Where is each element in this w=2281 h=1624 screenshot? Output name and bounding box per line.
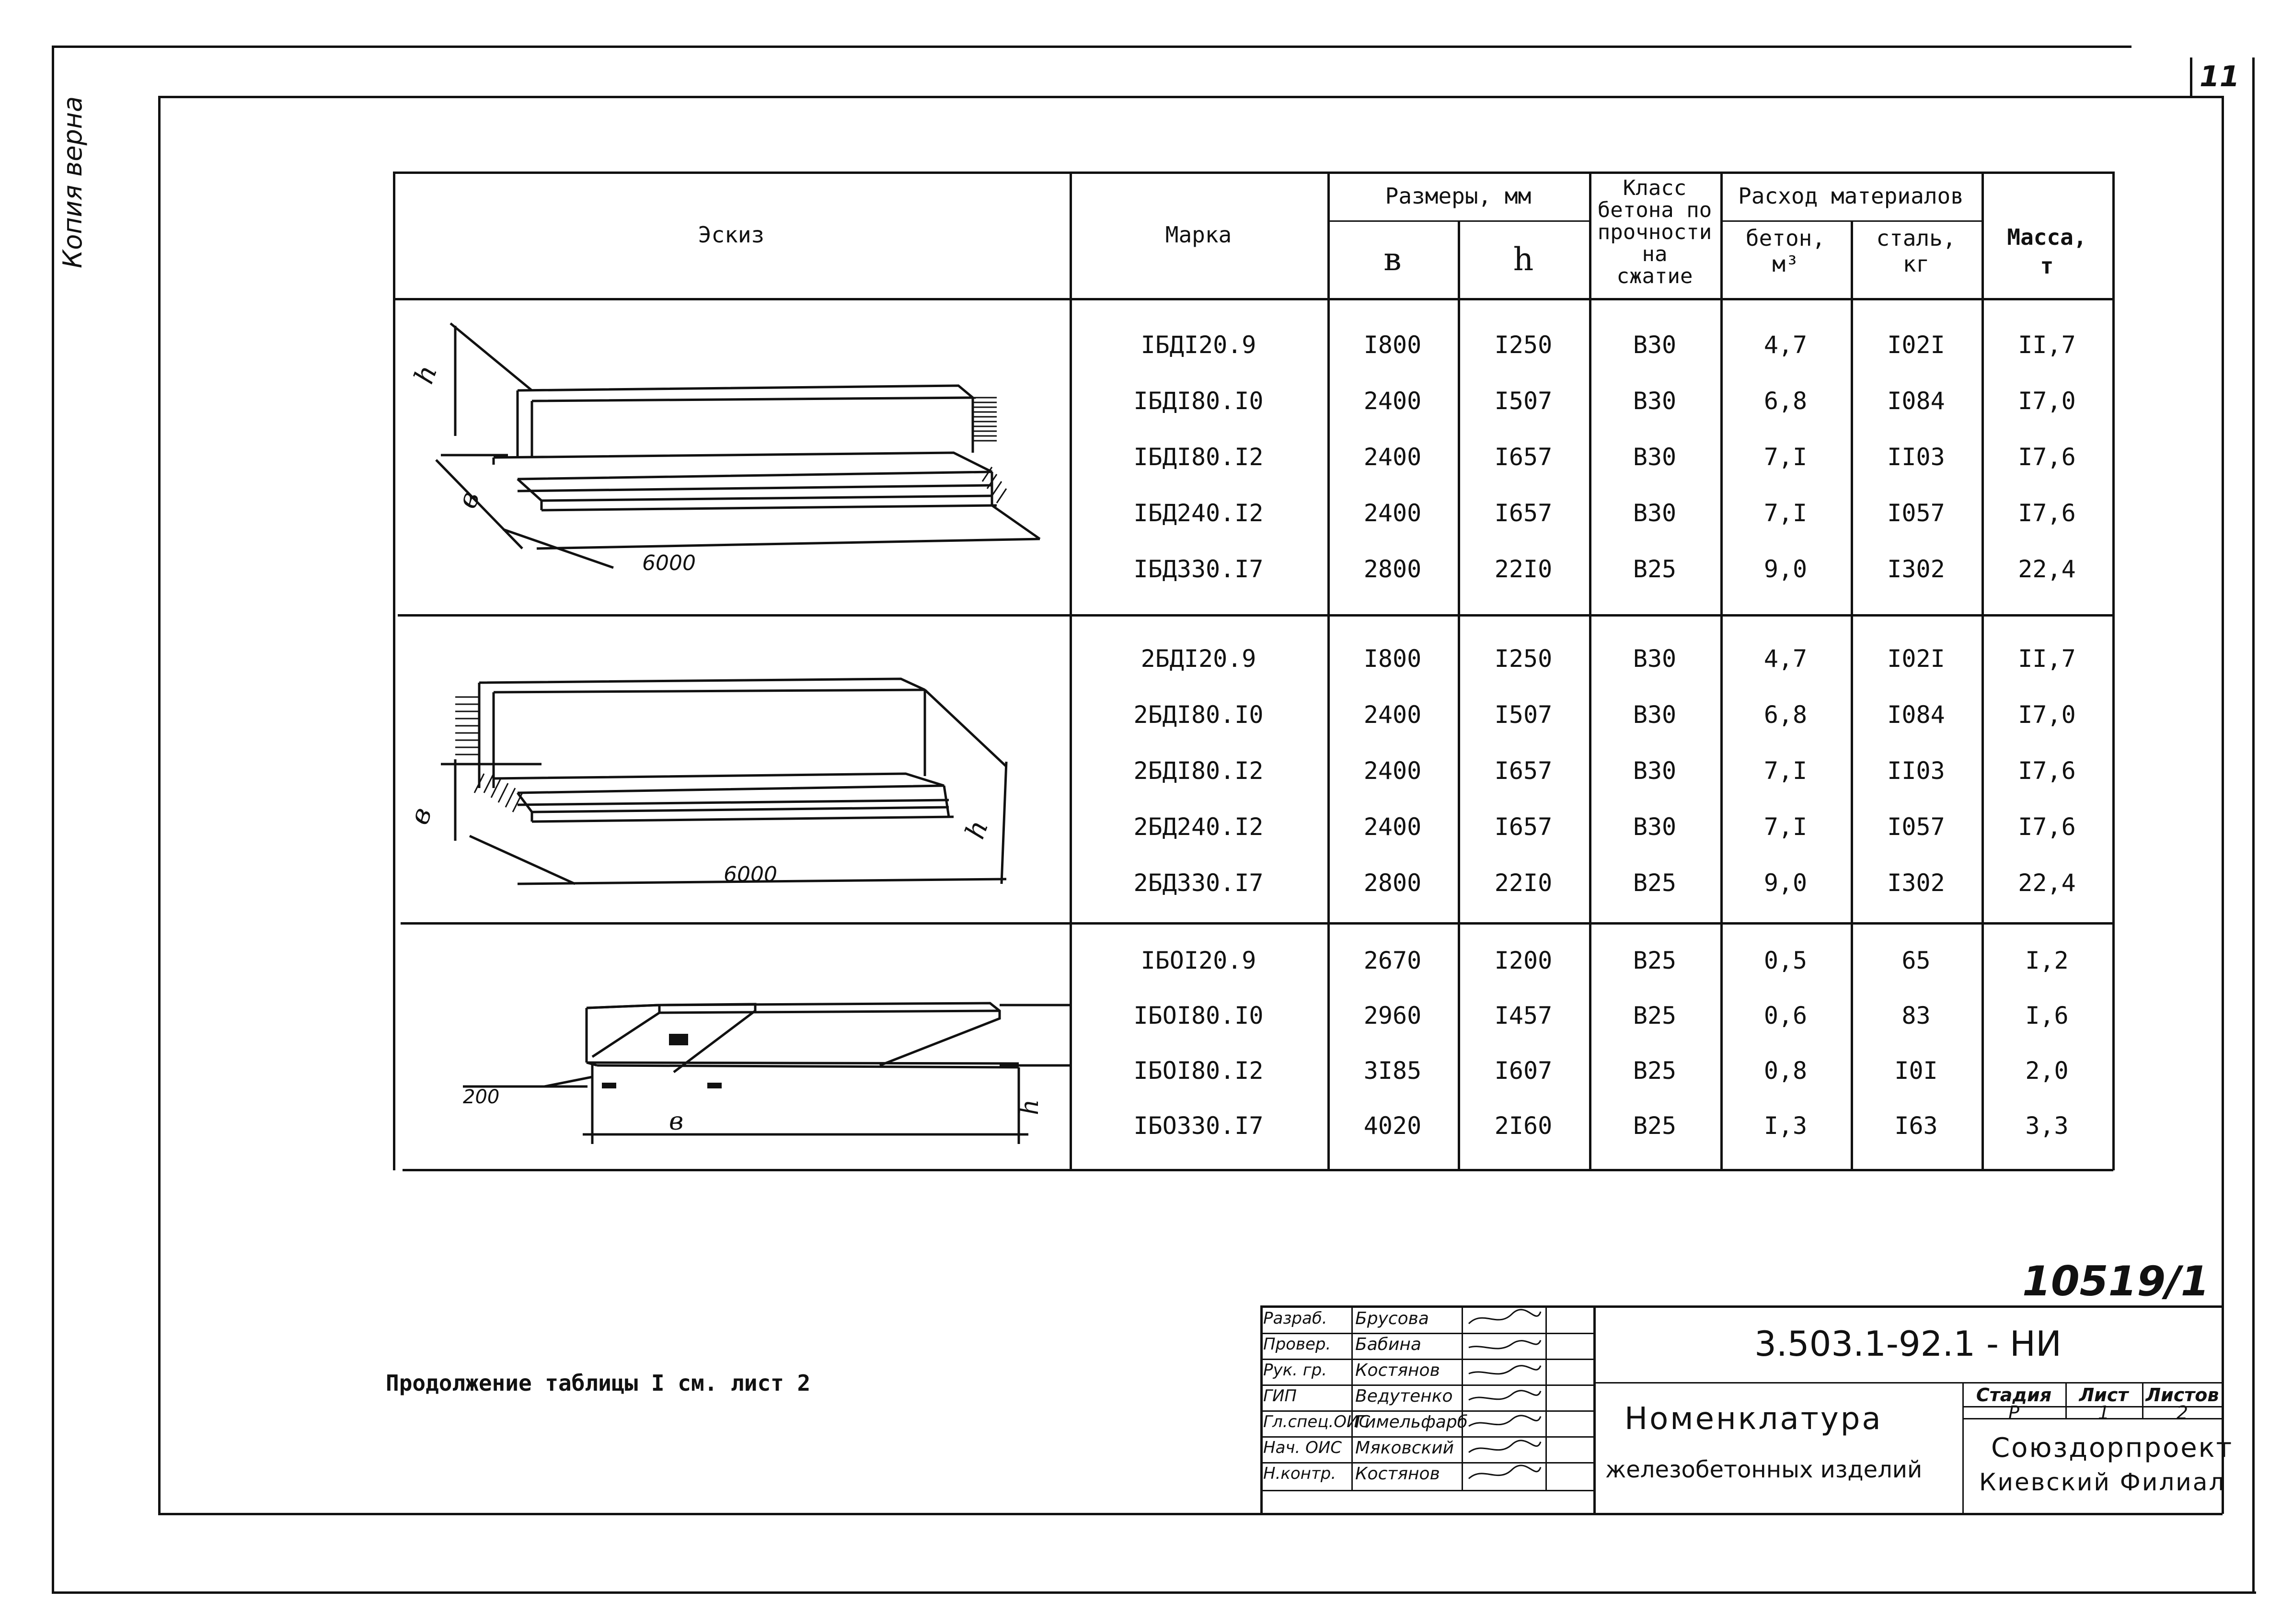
tb-role: Рук. гр. [1263, 1361, 1327, 1380]
cell-mark: 2БД240.I2 [1133, 813, 1264, 841]
cell-mark: IБОI20.9 [1140, 947, 1256, 974]
cell-stal: II03 [1887, 757, 1945, 785]
cell-mark: IБОI80.I2 [1133, 1057, 1264, 1085]
signature-icon [1464, 1307, 1545, 1331]
cell-klass: B25 [1633, 555, 1677, 583]
cell-h: 2I60 [1494, 1112, 1553, 1140]
tb-name: Мяковский [1355, 1438, 1454, 1458]
cell-massa: II,7 [2018, 331, 2076, 359]
sketch2-h-label: h [959, 816, 995, 843]
cell-klass: B30 [1633, 645, 1677, 673]
sketch3-h-label: h [1015, 1099, 1044, 1115]
page-number-divider [2190, 57, 2192, 96]
inner-frame-top [158, 96, 2223, 98]
header-raskhod-underline [1720, 220, 1981, 222]
cell-massa: 22,4 [2018, 555, 2076, 583]
cell-massa: I,2 [2025, 947, 2069, 974]
cell-mark: 2БДI20.9 [1140, 645, 1256, 673]
cell-b: 3I85 [1363, 1057, 1422, 1085]
tb-role: Н.контр. [1263, 1464, 1336, 1483]
cell-stal: I02I [1887, 645, 1945, 673]
cell-h: I657 [1494, 443, 1553, 471]
cell-stal: I0I [1894, 1057, 1938, 1085]
table-right [2112, 172, 2115, 1170]
cell-klass: B30 [1633, 387, 1677, 415]
tb-left [1260, 1305, 1263, 1514]
signature-icon [1464, 1333, 1545, 1357]
cell-mark: IБД330.I7 [1133, 555, 1264, 583]
cell-beton: 7,I [1763, 813, 1808, 841]
cell-stal: I302 [1887, 555, 1945, 583]
cell-h: I657 [1494, 499, 1553, 527]
header-marka: Марка [1165, 222, 1232, 248]
tb-name: Бабина [1355, 1335, 1421, 1354]
cell-beton: 0,8 [1763, 1057, 1808, 1085]
cell-klass: B30 [1633, 757, 1677, 785]
cell-stal: I084 [1887, 701, 1945, 729]
tb-title-line2: железобетонных изделий [1605, 1456, 1923, 1483]
cell-h: I250 [1494, 645, 1553, 673]
sketch1-h-label: h [408, 361, 444, 388]
table-left [393, 172, 395, 1170]
cell-beton: 7,I [1763, 499, 1808, 527]
cell-mark: 2БДI80.I2 [1133, 757, 1264, 785]
cell-stal: I302 [1887, 869, 1945, 897]
inner-frame-bottom [158, 1513, 2223, 1515]
sketch-beam-type2 [398, 616, 1069, 922]
cell-b: 2400 [1363, 443, 1422, 471]
tb-sheets-value: 2 [2176, 1402, 2189, 1423]
cell-h: I200 [1494, 947, 1553, 974]
cell-beton: 9,0 [1763, 869, 1808, 897]
signature-icon [1464, 1359, 1545, 1383]
signature-icon [1464, 1462, 1545, 1486]
signature-icon [1464, 1410, 1545, 1434]
cell-klass: B25 [1633, 947, 1677, 974]
sketch3-b-label: в [669, 1107, 684, 1136]
cell-klass: B30 [1633, 701, 1677, 729]
cell-h: 22I0 [1494, 555, 1553, 583]
cell-mark: IБДI80.I2 [1133, 443, 1264, 471]
header-klass-line2: бетона по [1597, 198, 1712, 222]
cell-klass: B30 [1633, 813, 1677, 841]
sketch-slab-type3 [401, 924, 1071, 1168]
tb-sheets-label: Листов [2145, 1384, 2219, 1406]
cell-klass: B30 [1633, 443, 1677, 471]
header-beton [1720, 225, 1851, 277]
tb-name: Костянов [1355, 1361, 1440, 1380]
sketch-beam-type1 [398, 299, 1069, 613]
outer-frame-bottom [52, 1591, 2256, 1594]
cell-b: I800 [1363, 645, 1422, 673]
tb-role: Нач. ОИС [1263, 1438, 1342, 1457]
outer-frame-top [52, 46, 2131, 48]
cell-b: 2800 [1363, 869, 1422, 897]
sketch1-length-label: 6000 [642, 551, 696, 575]
cell-h: I250 [1494, 331, 1553, 359]
tb-role: Провер. [1263, 1335, 1331, 1354]
header-massa-line1: Масса, [2007, 224, 2087, 250]
tb-role: ГИП [1263, 1386, 1297, 1406]
cell-stal: I02I [1887, 331, 1945, 359]
cell-b: 2400 [1363, 387, 1422, 415]
header-razmery: Размеры, мм [1385, 183, 1532, 209]
tb-sheet-value: 1 [2097, 1402, 2110, 1423]
cell-stal: 65 [1901, 947, 1931, 974]
tb-stage-value: Р [2008, 1402, 2019, 1423]
cell-mark: IБД240.I2 [1133, 499, 1264, 527]
header-eskiz: Эскиз [698, 222, 765, 248]
cell-stal: I057 [1887, 499, 1945, 527]
tb-top [1260, 1305, 2223, 1308]
cell-beton: 0,6 [1763, 1002, 1808, 1029]
tb-name: Ведутенко [1355, 1386, 1453, 1406]
sketch2-length-label: 6000 [724, 862, 777, 887]
cell-h: I657 [1494, 813, 1553, 841]
cell-b: 2800 [1363, 555, 1422, 583]
inner-frame-left [158, 96, 161, 1514]
cell-beton: 9,0 [1763, 555, 1808, 583]
cell-klass: B25 [1633, 1057, 1677, 1085]
cell-b: 2400 [1363, 757, 1422, 785]
sketch2-b-label: в [403, 803, 438, 829]
cell-stal: II03 [1887, 443, 1945, 471]
cell-klass: B25 [1633, 869, 1677, 897]
tb-org-line2: Киевский Филиал [1979, 1468, 2226, 1496]
margin-note: Копия верна [58, 96, 88, 268]
cell-b: I800 [1363, 331, 1422, 359]
tb-name: Брусова [1355, 1309, 1429, 1328]
cell-b: 2670 [1363, 947, 1422, 974]
cell-beton: I,3 [1763, 1112, 1808, 1140]
cell-mark: IБОI80.I0 [1133, 1002, 1264, 1029]
tb-sheet-label: Лист [2079, 1384, 2129, 1406]
cell-massa: I7,0 [2018, 387, 2076, 415]
signature-icon [1464, 1384, 1545, 1408]
cell-stal: 83 [1901, 1002, 1931, 1029]
cell-klass: B30 [1633, 499, 1677, 527]
cell-massa: 3,3 [2025, 1112, 2069, 1140]
cell-massa: I,6 [2025, 1002, 2069, 1029]
cell-massa: I7,6 [2018, 813, 2076, 841]
header-raskhod: Расход материалов [1738, 183, 1964, 209]
cell-stal: I63 [1894, 1112, 1938, 1140]
cell-stal: I084 [1887, 387, 1945, 415]
cell-beton: 4,7 [1763, 645, 1808, 673]
cell-mark: IБО330.I7 [1133, 1112, 1264, 1140]
tb-title-line1: Номенклатура [1624, 1401, 1883, 1437]
cell-beton: 0,5 [1763, 947, 1808, 974]
cell-stal: I057 [1887, 813, 1945, 841]
tb-role: Разраб. [1263, 1309, 1327, 1328]
tb-doc-code: 3.503.1-92.1 - НИ [1754, 1324, 2062, 1364]
header-klass-line5: сжатие [1616, 264, 1693, 288]
cell-h: 22I0 [1494, 869, 1553, 897]
header-beton-line1: бетон, [1745, 225, 1826, 251]
inner-frame-right [2222, 96, 2224, 1514]
cell-massa: I7,6 [2018, 443, 2076, 471]
outer-frame-right [2252, 57, 2255, 1593]
cell-massa: I7,0 [2018, 701, 2076, 729]
cell-massa: I7,6 [2018, 757, 2076, 785]
cell-b: 2400 [1363, 499, 1422, 527]
header-klass-line4: на [1642, 242, 1668, 266]
cell-mark: 2БДI80.I0 [1133, 701, 1264, 729]
cell-massa: I7,6 [2018, 499, 2076, 527]
cell-b: 2400 [1363, 701, 1422, 729]
cell-beton: 6,8 [1763, 387, 1808, 415]
cell-b: 2960 [1363, 1002, 1422, 1029]
cell-beton: 6,8 [1763, 701, 1808, 729]
tb-people-bottom [1260, 1490, 1593, 1491]
cell-beton: 7,I [1763, 443, 1808, 471]
cell-h: I507 [1494, 701, 1553, 729]
signature-icon [1464, 1436, 1545, 1460]
table-bottom [403, 1169, 2113, 1171]
cell-h: I607 [1494, 1057, 1553, 1085]
cell-mark: IБДI80.I0 [1133, 387, 1264, 415]
tb-role: Гл.спец.ОИС [1263, 1412, 1371, 1431]
cell-massa: II,7 [2018, 645, 2076, 673]
cell-b: 4020 [1363, 1112, 1422, 1140]
cell-massa: 2,0 [2025, 1057, 2069, 1085]
tb-name: Костянов [1355, 1464, 1440, 1484]
tb-name: Гимельфарб [1355, 1412, 1468, 1432]
page-number: 11 [2200, 60, 2240, 93]
cell-klass: B25 [1633, 1002, 1677, 1029]
header-stal [1851, 225, 1981, 277]
header-stal-line1: сталь, [1876, 225, 1956, 251]
cell-beton: 4,7 [1763, 331, 1808, 359]
header-h: h [1513, 240, 1534, 278]
cell-massa: 22,4 [2018, 869, 2076, 897]
outer-frame-left [52, 46, 54, 1593]
tb-stage-label: Стадия [1976, 1384, 2052, 1406]
header-klass [1589, 177, 1720, 287]
header-massa-line2: т [2040, 253, 2054, 279]
header-beton-line2: м³ [1772, 251, 1799, 277]
header-stal-line2: кг [1902, 251, 1930, 277]
cell-h: I457 [1494, 1002, 1553, 1029]
header-b: в [1383, 240, 1402, 278]
header-klass-line3: прочности [1597, 220, 1712, 244]
sketch1-b-label: в [451, 487, 486, 513]
header-massa [1981, 223, 2112, 280]
cell-klass: B25 [1633, 1112, 1677, 1140]
sketch3-200-label: 200 [463, 1086, 500, 1108]
continuation-note: Продолжение таблицы I см. лист 2 [386, 1370, 811, 1396]
cell-mark: 2БД330.I7 [1133, 869, 1264, 897]
cell-klass: B30 [1633, 331, 1677, 359]
tb-org-line1: Союздорпроект [1991, 1432, 2234, 1464]
cell-h: I507 [1494, 387, 1553, 415]
cell-beton: 7,I [1763, 757, 1808, 785]
cell-mark: IБДI20.9 [1140, 331, 1256, 359]
header-klass-line1: Класс [1623, 176, 1687, 200]
cell-b: 2400 [1363, 813, 1422, 841]
cell-h: I657 [1494, 757, 1553, 785]
archive-number: 10519/1 [2022, 1258, 2210, 1305]
